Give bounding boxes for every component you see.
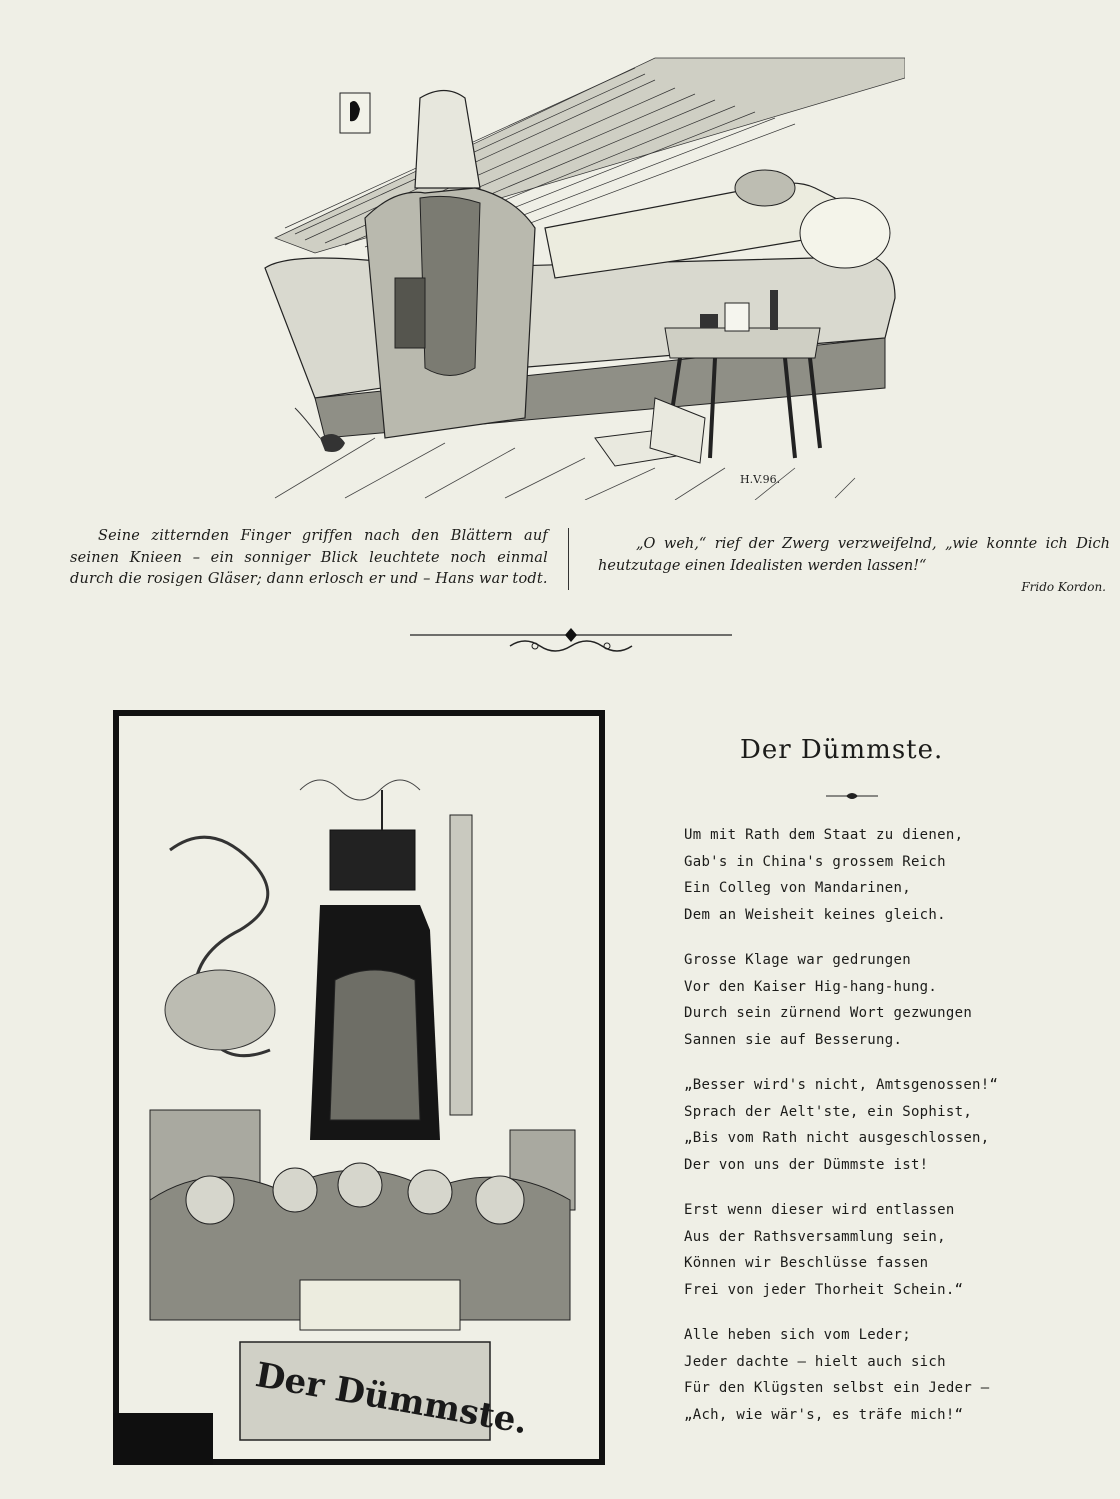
stanza-1 <box>684 822 1104 928</box>
poem-line: Dem an Weisheit keines gleich. <box>684 906 946 923</box>
stanza-5 <box>684 1322 1104 1428</box>
mandarins-illustration <box>130 760 585 1450</box>
title-ornament <box>826 790 878 802</box>
poem-line: Frei von jeder Thorheit Schein.“ <box>684 1281 964 1298</box>
poem-line: Sannen sie auf Besserung. <box>684 1031 903 1048</box>
floorboards <box>275 438 855 500</box>
poem-line: Jeder dachte — hielt auch sich <box>684 1353 946 1370</box>
poem-line: Grosse Klage war gedrungen <box>684 952 911 968</box>
poem-line: Können wir Beschlüsse fassen <box>684 1255 929 1271</box>
dwarf-beard <box>420 196 480 375</box>
mandarin-head <box>186 1176 234 1224</box>
dwarf-hat <box>415 91 480 189</box>
caption-credit: Frido Kordon. <box>1021 580 1106 594</box>
poem-line: Ein Colleg von Mandarinen, <box>684 880 911 896</box>
ornamental-rule <box>410 620 732 664</box>
emperor <box>330 970 420 1120</box>
artist-signature: H.V.96. <box>740 473 781 486</box>
mandarin-head <box>408 1170 452 1214</box>
poem-body <box>684 822 1104 1447</box>
poem-line: „Ach, wie wär's, es träfe mich!“ <box>684 1406 964 1423</box>
poem-line: Durch sein zürnend Wort gezwungen <box>684 1005 973 1021</box>
stanza-3 <box>684 1072 1104 1178</box>
caption-divider <box>568 528 569 590</box>
poem-line: Gab's in China's grossem Reich <box>684 853 946 870</box>
top-illustration <box>255 38 905 500</box>
poem-line: „Besser wird's nicht, Amtsgenossen!“ <box>684 1077 999 1093</box>
poem-title: Der Dümmste. <box>740 735 944 765</box>
poem-line: Um mit Rath dem Staat zu dienen, <box>684 827 964 843</box>
stool <box>665 328 820 358</box>
poem-line: Vor den Kaiser Hig-hang-hung. <box>684 978 938 995</box>
poem-line: Für den Klügsten selbst ein Jeder — <box>684 1380 990 1396</box>
poem-line: Aus der Rathsversammlung sein, <box>684 1228 946 1245</box>
candle <box>770 290 778 330</box>
banner-title: Der Dümmste. <box>252 1355 531 1443</box>
poem-line: Erst wenn dieser wird entlassen <box>684 1202 955 1218</box>
dwarf-lantern <box>395 278 425 348</box>
pillar <box>450 815 472 1115</box>
glass <box>725 303 749 331</box>
man-head <box>735 170 795 206</box>
smoke-swirls <box>300 780 420 800</box>
caption-left: Seine zitternden Finger griffen nach den Blättern auf seinen Knieen – ein sonniger Blick leuchtete noch einmal durch die rosigen Gläser; dann erlosch er und – Hans war todt. <box>70 528 548 587</box>
dragon-body <box>165 970 275 1050</box>
mandarin-head <box>338 1163 382 1207</box>
poem-line: Sprach der Aelt'ste, ein Sophist, <box>684 1103 973 1120</box>
hanging-lantern <box>330 830 415 890</box>
poem-line: Der von uns der Dümmste ist! <box>684 1156 929 1173</box>
stanza-2 <box>684 947 1104 1053</box>
council-table <box>300 1280 460 1330</box>
mandarin-head <box>476 1176 524 1224</box>
poem-line: „Bis vom Rath nicht ausgeschlossen, <box>684 1130 990 1146</box>
mandarin-head <box>273 1168 317 1212</box>
inkpot <box>700 314 718 328</box>
pillow <box>800 198 890 268</box>
caption-right: „O weh,“ rief der Zwerg verzweifelnd, „wie konnte ich Dich heutzutage einen Idealisten werden lassen!“ <box>598 536 1110 574</box>
poem-line: Alle heben sich vom Leder; <box>684 1327 911 1343</box>
stanza-4 <box>684 1197 1104 1303</box>
